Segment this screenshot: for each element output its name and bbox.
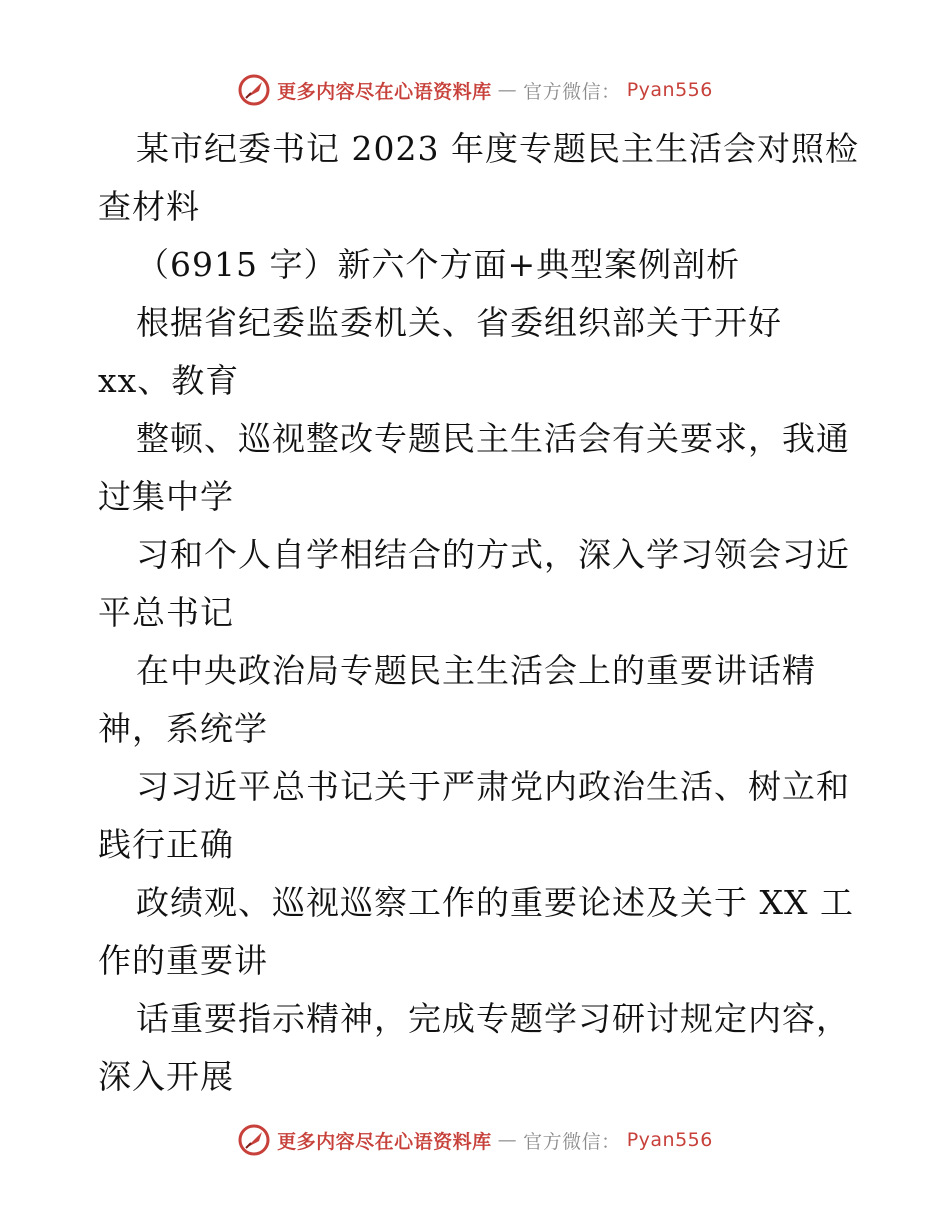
document-body [98,120,868,1106]
text-line: 话重要指示精神，完成专题学习研讨规定内容， [136,999,850,1038]
watermark-separator: — [497,1129,518,1151]
quill-logo-icon [237,1123,271,1157]
watermark-official-label: 官方微信： [523,1130,621,1153]
text-line: 整顿、巡视整改专题民主生活会有关要求，我通 [136,419,850,458]
text-line: 平总书记 [98,593,234,632]
watermark-main-text: 更多内容尽在心语资料库 [277,80,492,103]
text-line: 查材料 [98,187,200,226]
text-line: 习习近平总书记关于严肃党内政治生活、树立和 [136,767,850,806]
text-line: 根据省纪委监委机关、省委组织部关于开好 [136,303,782,342]
text-line: 在中央政治局专题民主生活会上的重要讲话精 [136,651,816,690]
text-line: 作的重要讲 [98,941,268,980]
watermark-separator: — [497,79,518,101]
text-line: 习和个人自学相结合的方式，深入学习领会习近 [136,535,850,574]
text-line: xx、教育 [98,361,240,400]
text-line: 践行正确 [98,825,234,864]
text-line: 神，系统学 [98,709,268,748]
watermark-main-text: 更多内容尽在心语资料库 [277,1130,492,1153]
text-line: （6915 字）新六个方面+典型案例剖析 [136,245,741,284]
text-line: 政绩观、巡视巡察工作的重要论述及关于 XX 工 [136,883,854,922]
text-line: 过集中学 [98,477,234,516]
text-line: 深入开展 [98,1057,234,1096]
text-line: 某市纪委书记 2023 年度专题民主生活会对照检 [136,129,859,168]
watermark-official-label: 官方微信： [523,80,621,103]
watermark-wechat-id: Pyan556 [626,1129,713,1151]
footer-watermark [0,1120,950,1160]
header-watermark [0,70,950,110]
watermark-wechat-id: Pyan556 [626,79,713,101]
quill-logo-icon [237,73,271,107]
